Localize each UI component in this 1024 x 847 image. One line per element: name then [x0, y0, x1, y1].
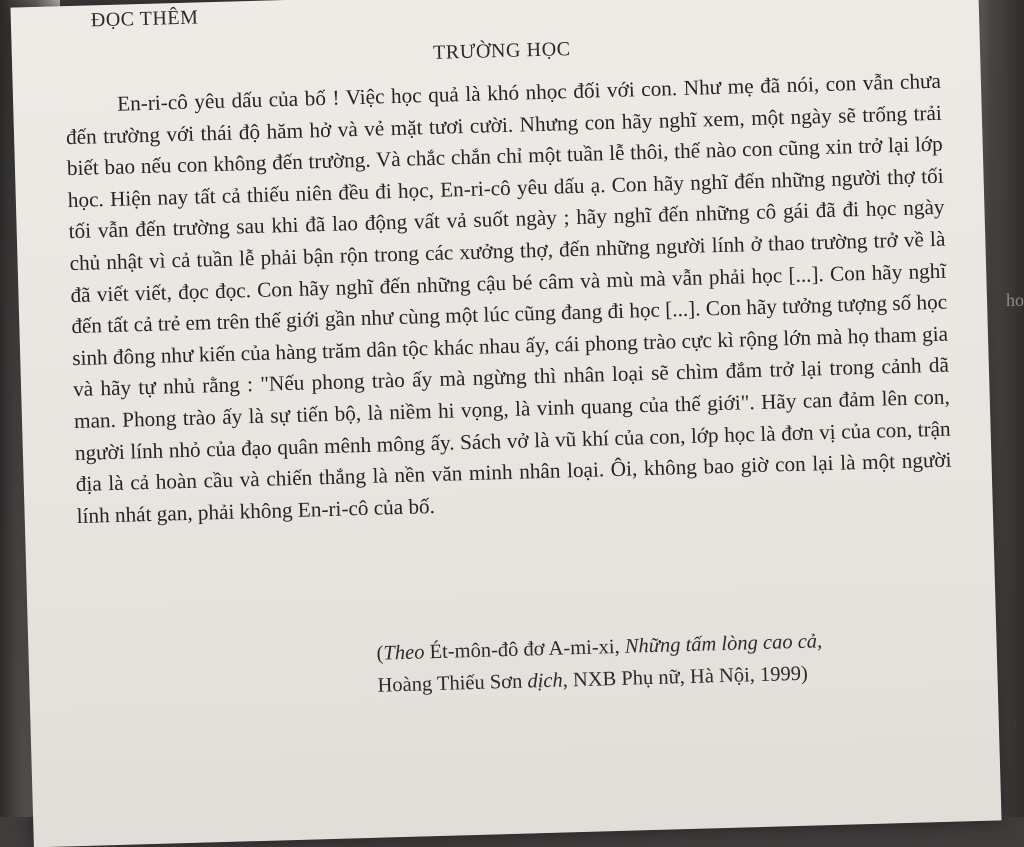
- citation-open-paren: (: [376, 642, 384, 665]
- citation-author: Ét-môn-đô đơ A-mi-xi,: [424, 635, 626, 664]
- section-header: ĐỌC THÊM: [90, 6, 199, 32]
- citation-book-title: Những tấm lòng cao cả,: [624, 630, 823, 658]
- page-title: TRƯỜNG HỌC: [432, 38, 571, 64]
- citation-translator: Hoàng Thiếu Sơn: [377, 670, 528, 697]
- citation-publisher: , NXB Phụ nữ, Hà Nội, 1999): [562, 662, 809, 692]
- body-paragraph: En-ri-cô yêu dấu của bố ! Việc học quả là khó nhọc đối với con. Như mẹ đã nói, con vẫn chưa đến trường với thái độ hăm hở và vẻ mặt tươi cười. Nhưng con hãy nghĩ xem, một ngày sẽ trống trải biết bao nếu con không đến trường. Và chắc chắn chỉ một tuần lễ thôi, thế nào con cũng xin trở lại lớp học. Hiện nay tất cả thiếu niên đều đi học, En-ri-cô yêu dấu ạ. Con hãy nghĩ đến những người thợ tối tối vẫn đến trường sau khi đã lao động vất vả suốt ngày ; hãy nghĩ đến những cô gái đã đi học ngày chủ nhật vì cả tuần lễ phải bận rộn trong các xưởng thợ, đến những người lính ở thao trường trở về là đã viết viết, đọc đọc. Con hãy nghĩ đến những cậu bé câm và mù mà vẫn phải học [...]. Con hãy nghĩ đến tất cả trẻ em trên thế giới gần như cùng một lúc cũng đang đi học [...]. Con hãy tưởng tượng số học sinh đông như kiến của hàng trăm dân tộc khác nhau ấy, cái phong trào cực kì rộng lớn mà họ tham gia và hãy tự nhủ rằng : "Nếu phong trào ấy mà ngừng thì nhân loại sẽ chìm đắm trở lại trong cảnh dã man. Phong trào ấy là sự tiến bộ, là niềm hi vọng, là vinh quang của thế giới". Hãy can đảm lên con, người lính nhỏ của đạo quân mênh mông ấy. Sách vở là vũ khí của con, lớp học là đơn vị của con, trận địa là cả hoàn cầu và chiến thắng là nền văn minh nhân loại. Ôi, không bao giờ con lại là một người lính nhát gan, phải không En-ri-cô của bố.: [65, 68, 952, 528]
- citation: [376, 622, 938, 702]
- book-page: [10, 0, 1001, 847]
- page-number: 9: [1006, 712, 1017, 737]
- page-content: [62, 0, 952, 697]
- citation-dich: dịch: [527, 669, 564, 693]
- adjacent-page-text: ho: [1006, 290, 1024, 310]
- citation-theo: Theo: [383, 641, 425, 665]
